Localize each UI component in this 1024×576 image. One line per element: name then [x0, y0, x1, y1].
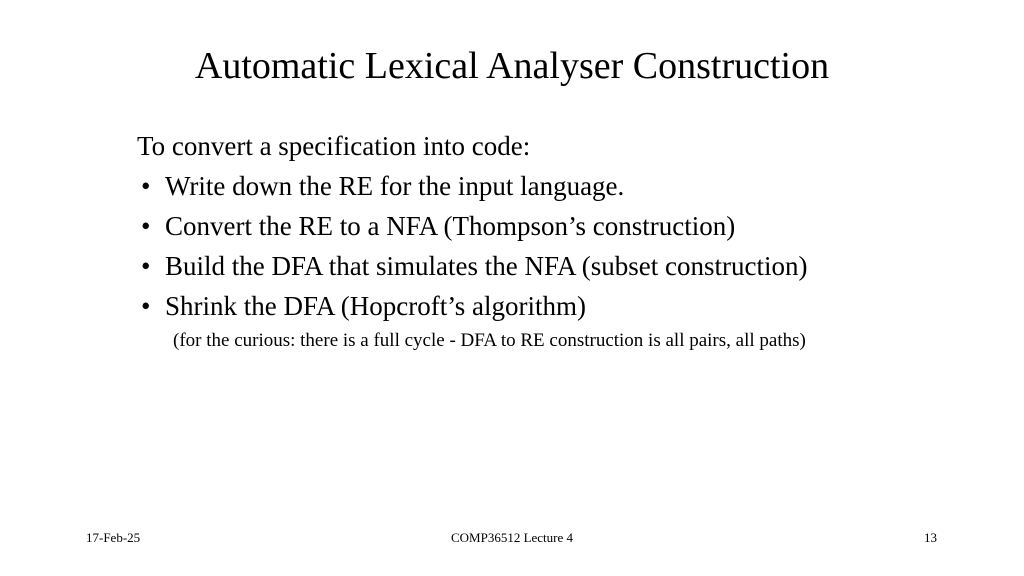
footer-course: COMP36512 Lecture 4 — [450, 530, 574, 545]
bullet-icon: • — [141, 251, 151, 281]
bullet-text: Shrink the DFA (Hopcroft’s algorithm) — [165, 291, 586, 321]
intro-text: To convert a specification into code: — [137, 131, 531, 161]
bullet-list — [137, 166, 997, 326]
bullet-item — [137, 246, 997, 286]
bullet-item — [137, 286, 997, 326]
footer-date: 17-Feb-25 — [86, 530, 141, 545]
bullet-item — [137, 206, 997, 246]
bullet-text: Build the DFA that simulates the NFA (subset construction) — [165, 251, 808, 281]
slide-title: Automatic Lexical Analyser Construction — [194, 45, 830, 87]
bullet-text: Convert the RE to a NFA (Thompson’s construction) — [165, 211, 736, 241]
slide-body — [137, 126, 997, 356]
bullet-item — [137, 166, 997, 206]
bullet-icon: • — [141, 291, 151, 321]
bullet-text: Write down the RE for the input language. — [165, 171, 625, 201]
bullet-icon: • — [141, 211, 151, 241]
bullet-icon: • — [141, 171, 151, 201]
footer-page-number: 13 — [924, 530, 937, 545]
sub-note: (for the curious: there is a full cycle - DFA to RE construction is all pairs, all paths) — [173, 330, 806, 351]
